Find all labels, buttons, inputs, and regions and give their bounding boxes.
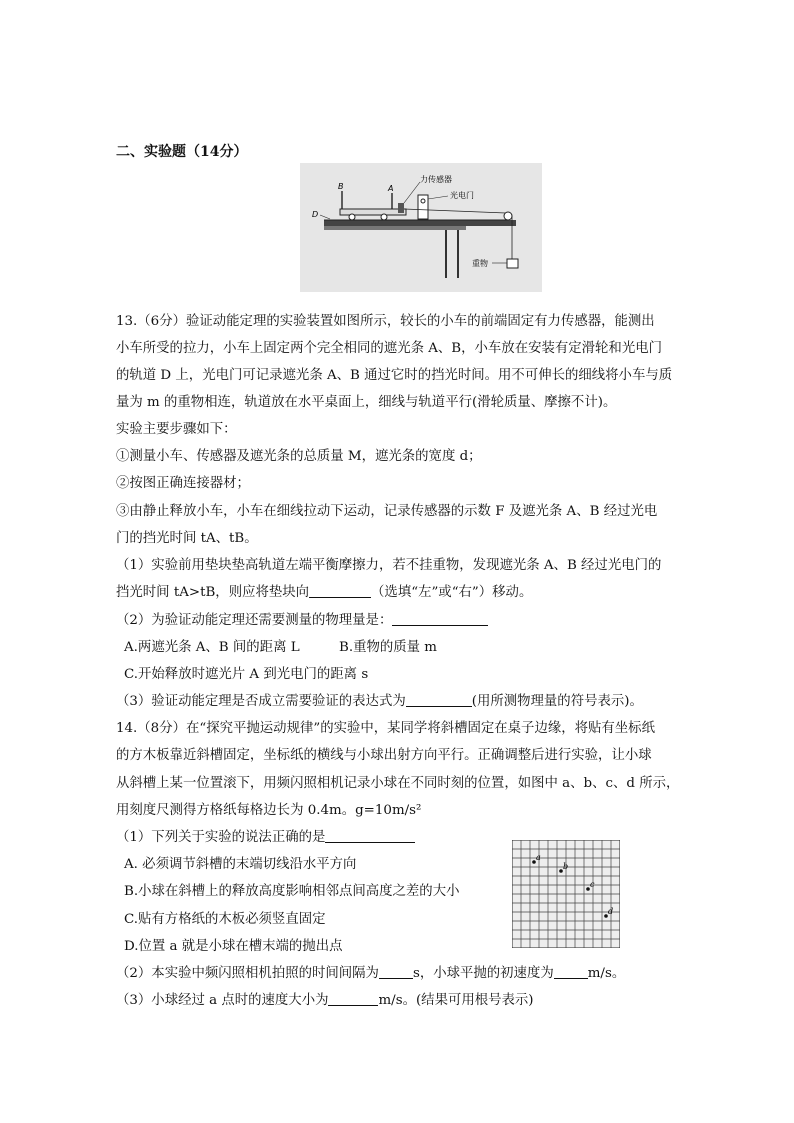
answer-blank[interactable] xyxy=(309,585,371,598)
label-d: D xyxy=(312,210,319,219)
label-b: B xyxy=(338,182,344,191)
q13-line-4: 量为 m 的重物相连，轨道放在水平桌面上，细线与轨道平行(滑轮质量、摩擦不计)。 xyxy=(116,395,617,410)
q13-part-1a: （1）实验前用垫块垫高轨道左端平衡摩擦力，若不挂重物，发现遮光条 A、B 经过光电门的 xyxy=(116,558,662,573)
label-a: A xyxy=(388,184,394,193)
q13-line-2: 小车所受的拉力，小车上固定两个完全相同的遮光条 A、B，小车放在安装有定滑轮和光电门 xyxy=(116,341,662,356)
grid-figure xyxy=(512,840,620,948)
q14-part-2 xyxy=(116,965,625,983)
apparatus-figure xyxy=(300,163,542,292)
q14-line-4: 用刻度尺测得方格纸每格边长为 0.4m。g=10m/s² xyxy=(116,803,422,818)
answer-blank[interactable] xyxy=(328,993,378,1006)
q14-part-3-post: m/s。(结果可用根号表示) xyxy=(378,993,534,1008)
label-sensor: 力传感器 xyxy=(420,175,452,184)
point-label-c: c xyxy=(590,880,595,889)
section-title: 二、实验题（14分） xyxy=(116,144,248,160)
q14-line-1: 14.（8分）在“探究平抛运动规律”的实验中，某同学将斜槽固定在桌子边缘，将贴有坐标纸 xyxy=(116,721,655,736)
q14-part-1-text: （1）下列关于实验的说法正确的是 xyxy=(116,830,326,845)
q14-option-c: C.贴有方格纸的木板必须竖直固定 xyxy=(124,912,326,927)
q14-part-3 xyxy=(116,992,534,1010)
label-weight: 重物 xyxy=(472,259,488,268)
q13-line-3: 的轨道 D 上，光电门可记录遮光条 A、B 通过它时的挡光时间。用不可伸长的细线将小车与质 xyxy=(116,368,673,383)
q14-part-3-pre: （3）小球经过 a 点时的速度大小为 xyxy=(116,993,329,1008)
q14-part-2-post: m/s。 xyxy=(587,966,626,981)
q14-part-1 xyxy=(116,829,415,847)
answer-blank[interactable] xyxy=(406,694,472,707)
q13-part-1b xyxy=(116,584,532,602)
q13-part-1b-pre: 挡光时间 tA>tB，则应将垫块向 xyxy=(116,585,310,600)
q14-option-d: D.位置 a 就是小球在槽末端的抛出点 xyxy=(124,939,343,954)
q13-option-c: C.开始释放时遮光片 A 到光电门的距离 s xyxy=(124,667,369,682)
q13-part-1b-post: （选填“左”或“右”）移动。 xyxy=(371,585,533,600)
q14-part-2-pre: （2）本实验中频闪照相机拍照的时间间隔为 xyxy=(116,966,379,981)
q13-part-3-post: (用所测物理量的符号表示)。 xyxy=(471,694,643,709)
q13-step-2: ②按图正确连接器材； xyxy=(116,476,250,491)
q14-line-3: 从斜槽上某一位置滚下，用频闪照相机记录小球在不同时刻的位置，如图中 a、b、c、d 所示， xyxy=(116,776,680,791)
q13-line-1: 13.（6分）验证动能定理的实验装置如图所示，较长的小车的前端固定有力传感器，能测出 xyxy=(116,314,655,329)
q13-option-b: B.重物的质量 m xyxy=(339,640,438,655)
answer-blank[interactable] xyxy=(325,830,415,843)
q14-option-b: B.小球在斜槽上的释放高度影响相邻点间高度之差的大小 xyxy=(124,884,460,899)
q13-part-3 xyxy=(116,693,643,711)
point-label-a: a xyxy=(536,853,541,862)
q13-option-a: A.两遮光条 A、B 间的距离 L xyxy=(124,640,300,655)
q13-part-2 xyxy=(116,612,488,630)
q14-line-2: 的方木板靠近斜槽固定，坐标纸的横线与小球出射方向平行。正确调整后进行实验，让小球 xyxy=(116,748,652,763)
q14-option-a: A. 必须调节斜槽的末端切线沿水平方向 xyxy=(124,857,357,872)
q14-part-2-mid: s，小球平抛的初速度为 xyxy=(412,966,554,981)
q13-step-1: ①测量小车、传感器及遮光条的总质量 M，遮光条的宽度 d； xyxy=(116,449,482,464)
answer-blank[interactable] xyxy=(392,613,488,626)
q13-step-3a: ③由静止释放小车，小车在细线拉动下运动，记录传感器的示数 F 及遮光条 A、B 经过光电 xyxy=(116,504,658,519)
label-gate: 光电门 xyxy=(450,191,474,200)
answer-blank[interactable] xyxy=(554,966,588,979)
q13-steps-title: 实验主要步骤如下： xyxy=(116,422,237,437)
point-label-d: d xyxy=(608,907,614,916)
point-label-b: b xyxy=(563,862,569,871)
q13-part-2-text: （2）为验证动能定理还需要测量的物理量是： xyxy=(116,613,393,628)
q13-step-3b: 门的挡光时间 tA、tB。 xyxy=(116,531,258,546)
q13-part-3-pre: （3）验证动能定理是否成立需要验证的表达式为 xyxy=(116,694,406,709)
answer-blank[interactable] xyxy=(379,966,413,979)
